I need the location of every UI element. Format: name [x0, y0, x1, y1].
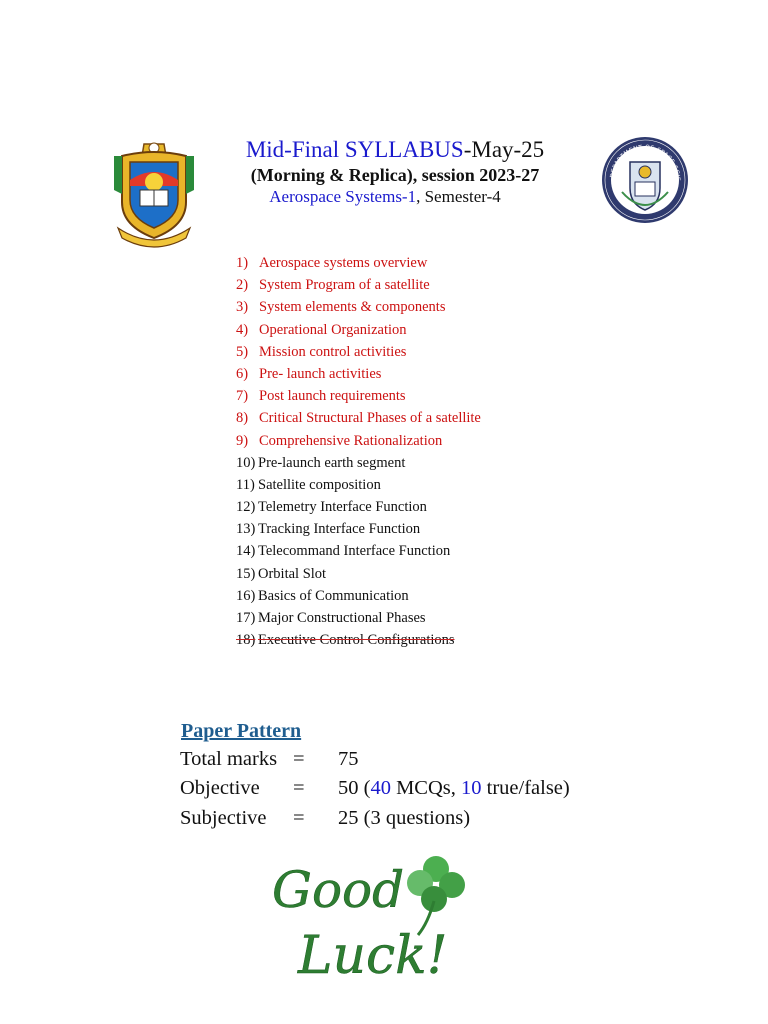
syllabus-item-text: Telemetry Interface Function [258, 499, 427, 516]
syllabus-list [236, 252, 656, 651]
syllabus-item-text: Comprehensive Rationalization [259, 432, 443, 449]
syllabus-item [236, 452, 656, 474]
good-luck-graphic [268, 845, 488, 999]
syllabus-item [236, 629, 656, 651]
syllabus-item-number: 3) [236, 299, 249, 316]
syllabus-item [236, 496, 656, 518]
syllabus-item-number: 5) [236, 343, 249, 360]
syllabus-item-text: Mission control activities [259, 343, 407, 360]
syllabus-item-text: Tracking Interface Function [258, 521, 421, 538]
syllabus-item [236, 518, 656, 540]
subjective-row [180, 807, 470, 830]
true-false-count: 10 [461, 777, 482, 799]
syllabus-item-number: 13) [236, 521, 256, 538]
syllabus-item-text: Post launch requirements [259, 388, 406, 405]
syllabus-item-number: 2) [236, 277, 249, 294]
paper-pattern-heading: Paper Pattern [181, 720, 302, 742]
equals-sign: = [293, 807, 305, 829]
syllabus-item [236, 363, 656, 385]
syllabus-item-number: 12) [236, 499, 256, 516]
syllabus-item [236, 252, 656, 274]
syllabus-item-number: 8) [236, 410, 249, 427]
syllabus-item-number: 15) [236, 565, 256, 582]
syllabus-item-text: Major Constructional Phases [258, 610, 426, 626]
syllabus-item-text: Pre-launch earth segment [258, 454, 406, 471]
syllabus-item-number: 4) [236, 321, 249, 338]
syllabus-item-text: System elements & components [259, 299, 446, 316]
objective-row [180, 777, 570, 800]
syllabus-item [236, 274, 656, 296]
syllabus-item-number: 6) [236, 365, 249, 382]
syllabus-item-number: 10) [236, 454, 256, 471]
syllabus-item-text: Pre- launch activities [259, 365, 382, 382]
syllabus-item [236, 607, 656, 629]
syllabus-item-text: Basics of Communication [258, 587, 409, 604]
syllabus-item-number: 17) [236, 610, 256, 626]
seal-text: DEPARTMENT OF SPACE SCIE [609, 143, 682, 182]
syllabus-item-number: 7) [236, 388, 249, 405]
syllabus-item-text: Critical Structural Phases of a satellite [259, 410, 481, 427]
total-marks-value: 75 [338, 748, 359, 770]
syllabus-item-number: 9) [236, 432, 249, 449]
syllabus-item [236, 540, 656, 562]
syllabus-item-number: 11) [236, 476, 255, 493]
syllabus-item-text: Orbital Slot [258, 565, 327, 582]
syllabus-item [236, 585, 656, 607]
subjective-value: 25 (3 questions) [338, 807, 471, 829]
syllabus-item [236, 474, 656, 496]
syllabus-item [236, 407, 656, 429]
syllabus-item-number: 16) [236, 587, 256, 604]
document-title [160, 137, 630, 163]
syllabus-item-text: System Program of a satellite [259, 277, 430, 294]
syllabus-item-text: Operational Organization [259, 321, 407, 338]
equals-sign: = [293, 777, 305, 799]
syllabus-item [236, 319, 656, 341]
course-semester: , Semester-4 [416, 187, 501, 206]
total-marks-label: Total marks [180, 748, 278, 770]
syllabus-item [236, 430, 656, 452]
syllabus-item-number: 1) [236, 255, 249, 271]
total-marks-row [180, 748, 359, 771]
syllabus-item-text: Executive Control Configurations [258, 632, 455, 649]
syllabus-item-text: Telecommand Interface Function [258, 543, 451, 560]
course-line [150, 187, 620, 207]
title-main: Mid-Final SYLLABUS [245, 137, 464, 162]
four-leaf-clover-icon [407, 856, 465, 935]
course-name: Aerospace Systems-1 [269, 187, 417, 206]
subjective-label: Subjective [180, 807, 267, 829]
syllabus-item [236, 563, 656, 585]
session-subtitle: (Morning & Replica), session 2023-27 [250, 165, 540, 185]
objective-value-b: MCQs, [390, 777, 462, 799]
good-text: Good [272, 861, 405, 919]
mcq-count: 40 [370, 777, 391, 799]
title-suffix: -May-25 [463, 137, 545, 162]
luck-text: Luck! [298, 926, 448, 986]
syllabus-item-text: Satellite composition [258, 476, 381, 493]
syllabus-item [236, 341, 656, 363]
objective-label: Objective [180, 777, 260, 799]
objective-value-c: true/false) [481, 777, 570, 799]
syllabus-item [236, 296, 656, 318]
syllabus-item-number: 14) [236, 543, 256, 560]
objective-value-a: 50 ( [338, 777, 371, 799]
syllabus-item-text: Aerospace systems overview [259, 255, 428, 271]
syllabus-item-number: 18) [236, 632, 256, 649]
equals-sign: = [293, 748, 305, 770]
syllabus-item [236, 385, 656, 407]
